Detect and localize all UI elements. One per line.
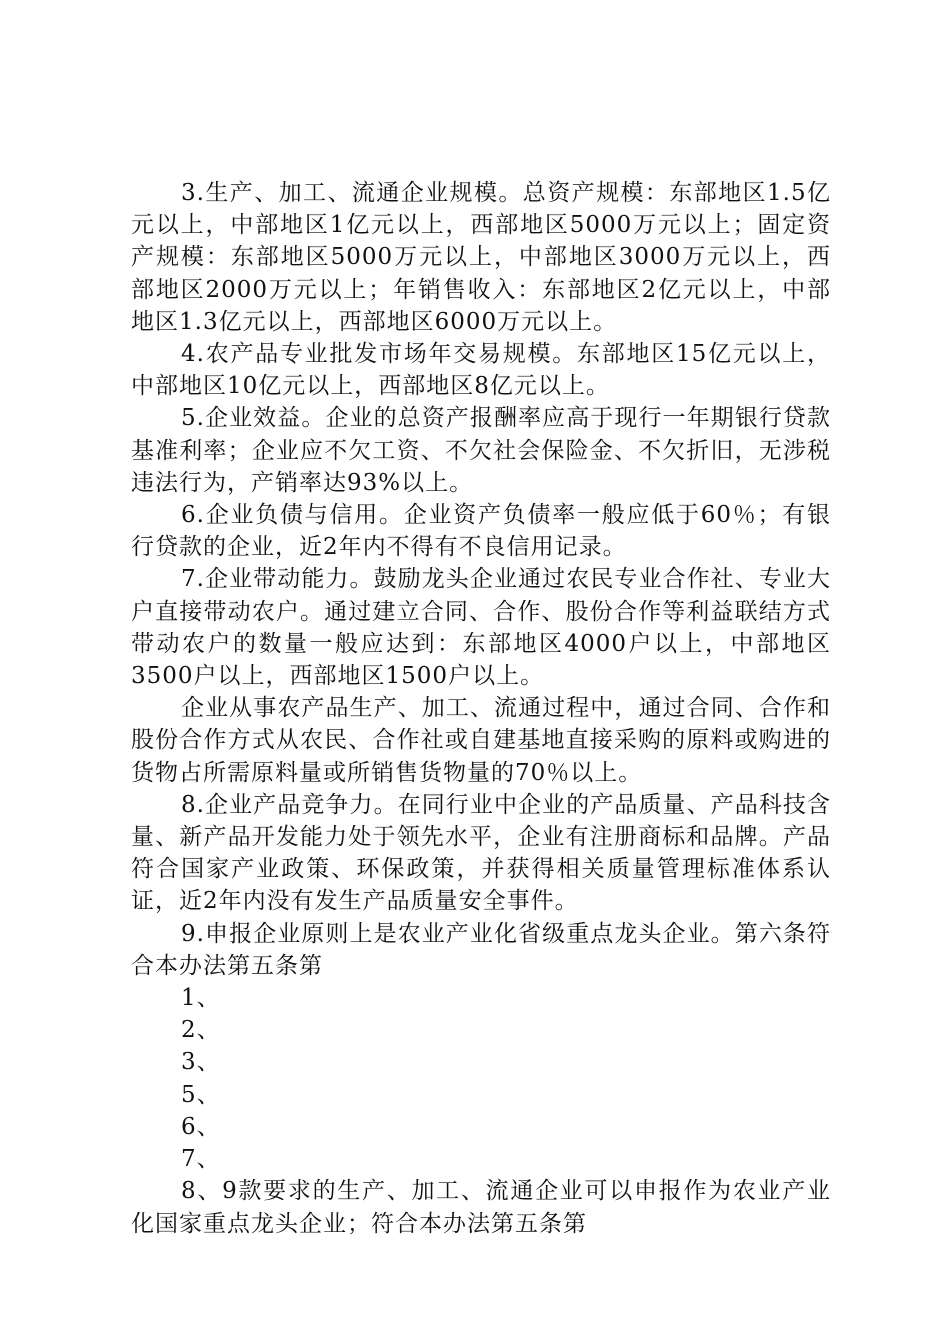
list-item: 2、 bbox=[181, 1017, 221, 1044]
paragraph-product-competitiveness: 8.企业产品竞争力。在同行业中企业的产品质量、产品科技含量、新产品开发能力处于领先水平，企业有注册商标和品牌。产品符合国家产业政策、环保政策，并获得相关质量管理标准体系认证，近2年内没有发生产品质量安全事件。 bbox=[131, 791, 831, 915]
paragraph-national-enterprise: 8、9款要求的生产、加工、流通企业可以申报作为农业产业化国家重点龙头企业；符合本办法第五条第 bbox=[131, 1178, 831, 1237]
paragraph-driving-capacity: 7.企业带动能力。鼓励龙头企业通过农民专业合作社、专业大户直接带动农户。通过建立合同、合作、股份合作等利益联结方式带动农户的数量一般应达到：东部地区4000户以上，中部地区3500户以上，西部地区1500户以上。 bbox=[131, 566, 831, 690]
paragraph-provincial-enterprise: 9.申报企业原则上是农业产业化省级重点龙头企业。第六条符合本办法第五条第 bbox=[131, 920, 831, 979]
list-item: 5、 bbox=[181, 1081, 221, 1108]
list-item: 6、 bbox=[181, 1113, 221, 1140]
list-item: 1、 bbox=[181, 985, 221, 1012]
paragraph-procurement: 企业从事农产品生产、加工、流通过程中，通过合同、合作和股份合作方式从农民、合作社或自建基地直接采购的原料或购进的货物占所需原料量或所销售货物量的70％以上。 bbox=[131, 695, 831, 786]
list-item: 3、 bbox=[181, 1049, 221, 1076]
document-body bbox=[131, 177, 831, 1240]
list-item: 7、 bbox=[181, 1146, 221, 1173]
paragraph-enterprise-scale: 3.生产、加工、流通企业规模。总资产规模：东部地区1.5亿元以上，中部地区1亿元以上，西部地区5000万元以上；固定资产规模：东部地区5000万元以上，中部地区3000万元以上，西部地区2000万元以上；年销售收入：东部地区2亿元以上，中部地区1.3亿元以上，西部地区6000万元以上。 bbox=[131, 180, 831, 335]
paragraph-market-scale: 4.农产品专业批发市场年交易规模。东部地区15亿元以上，中部地区10亿元以上，西部地区8亿元以上。 bbox=[131, 341, 831, 400]
paragraph-debt-credit: 6.企业负债与信用。企业资产负债率一般应低于60％；有银行贷款的企业，近2年内不得有不良信用记录。 bbox=[131, 502, 831, 561]
paragraph-enterprise-benefit: 5.企业效益。企业的总资产报酬率应高于现行一年期银行贷款基准利率；企业应不欠工资、不欠社会保险金、不欠折旧，无涉税违法行为，产销率达93%以上。 bbox=[131, 405, 831, 496]
